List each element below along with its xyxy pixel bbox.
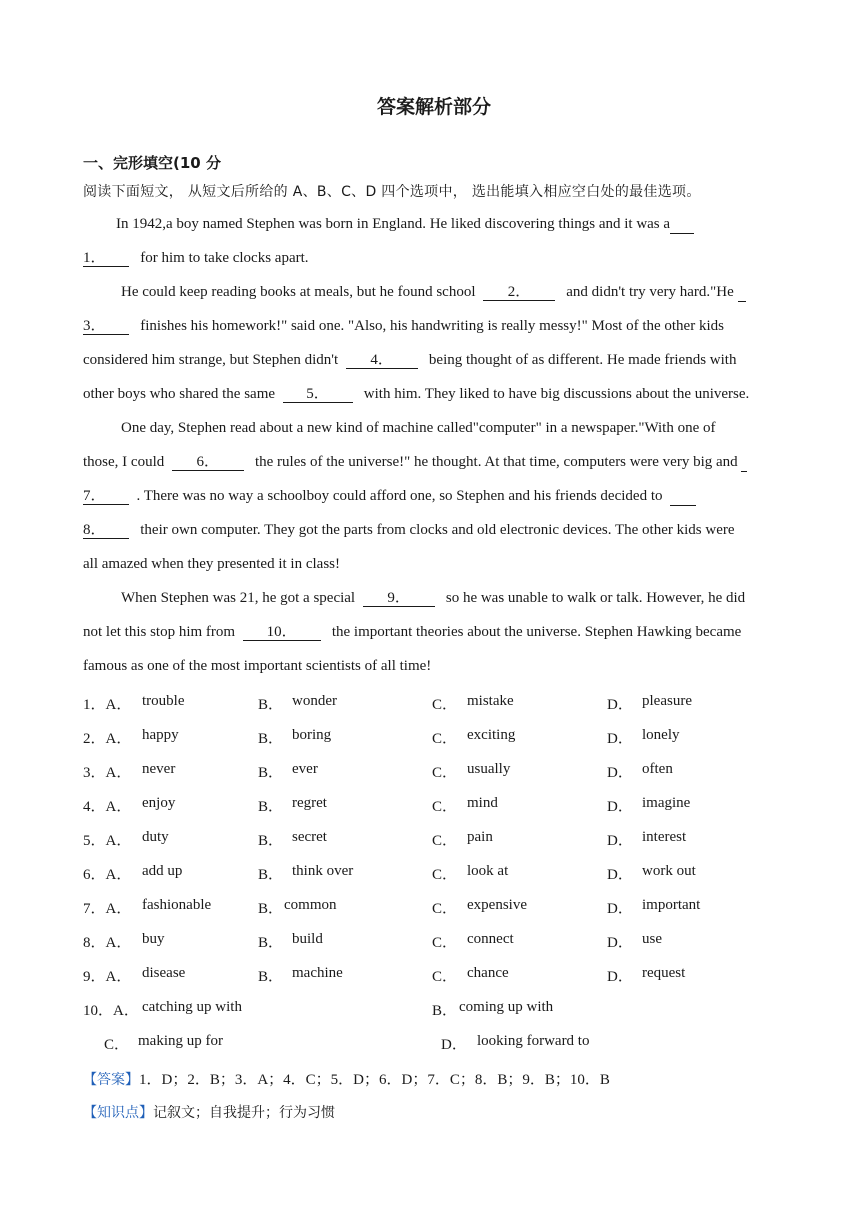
option-d-label: D． <box>607 901 633 917</box>
option-d: looking forward to <box>477 1033 590 1049</box>
passage-line: all amazed when they presented it in class! <box>83 556 340 572</box>
page-title: 答案解析部分 <box>376 96 491 118</box>
option-b-label: B． <box>258 731 284 747</box>
blank-2: 2． <box>483 284 555 301</box>
option-d-label: D． <box>441 1037 467 1053</box>
option-c: pain <box>467 829 493 845</box>
answer-tag: 【答案】 <box>83 1072 139 1088</box>
knowledge-tag: 【知识点】 <box>83 1105 153 1121</box>
option-c-label: C． <box>432 833 458 849</box>
option-c: making up for <box>138 1033 223 1049</box>
option-number: 3．A． <box>83 765 132 781</box>
option-d-label: D． <box>607 731 633 747</box>
blank-10: 10． <box>243 624 321 641</box>
option-b-label: B． <box>258 833 284 849</box>
option-c-label: C． <box>432 697 458 713</box>
option-d: pleasure <box>642 693 692 709</box>
option-number: 1．A． <box>83 697 132 713</box>
option-b-label: B． <box>258 799 284 815</box>
option-b: ever <box>292 761 318 777</box>
knowledge-text: 记叙文；自我提升；行为习惯 <box>153 1105 335 1121</box>
option-d-label: D． <box>607 867 633 883</box>
option-d: often <box>642 761 673 777</box>
option-a: catching up with <box>142 999 242 1015</box>
blank-3: 3． <box>83 318 129 335</box>
option-d: use <box>642 931 662 947</box>
option-b-label: B． <box>258 901 284 917</box>
option-d: work out <box>642 863 696 879</box>
option-c: chance <box>467 965 509 981</box>
option-b: build <box>292 931 323 947</box>
blank-9: 9． <box>363 590 435 607</box>
option-d: interest <box>642 829 687 845</box>
passage-line: considered him strange, but Stephen didn't 4． being thought of as different. He made friends with <box>83 352 737 368</box>
option-d-label: D． <box>607 765 633 781</box>
option-c-label: C． <box>432 765 458 781</box>
blank-5: 5． <box>283 386 353 403</box>
section-heading: 一、完形填空(10 分 <box>83 154 221 172</box>
option-d-label: D． <box>607 935 633 951</box>
option-b-label: B． <box>258 765 284 781</box>
option-b: think over <box>292 863 354 879</box>
answer-line <box>83 1068 610 1089</box>
option-c-label: C． <box>432 799 458 815</box>
section-instruction: 阅读下面短文， 从短文后所给的 A、B、C、D 四个选项中， 选出能填入相应空白处的最佳选项。 <box>83 184 701 200</box>
blank-1: 1． <box>83 250 129 267</box>
passage-line: not let this stop him from 10． the important theories about the universe. Stephen Hawking became <box>83 624 742 640</box>
option-a: add up <box>142 863 183 879</box>
option-a: happy <box>142 727 179 743</box>
passage-line: When Stephen was 21, he got a special 9． so he was unable to walk or talk. However, he did <box>121 590 746 606</box>
option-b: regret <box>292 795 327 811</box>
passage-line: 3． finishes his homework!" said one. "Also, his handwriting is really messy!" Most of the other kids <box>83 318 724 334</box>
option-a: fashionable <box>142 897 212 913</box>
option-a: buy <box>142 931 165 947</box>
option-d: imagine <box>642 795 691 811</box>
option-number: 5．A． <box>83 833 132 849</box>
option-d: request <box>642 965 686 981</box>
option-d-label: D． <box>607 799 633 815</box>
option-b-label: B． <box>432 1003 458 1019</box>
passage-line: 1． for him to take clocks apart. <box>83 250 309 266</box>
option-c: exciting <box>467 727 516 743</box>
blank-4: 4． <box>346 352 418 369</box>
option-a: disease <box>142 965 186 981</box>
passage-line: 8． their own computer. They got the parts from clocks and old electronic devices. The other kids were <box>83 522 735 538</box>
passage-line: 7． . There was no way a schoolboy could afford one, so Stephen and his friends decided to <box>83 488 793 506</box>
option-c-label: C． <box>432 901 458 917</box>
option-d-label: D． <box>607 833 633 849</box>
option-c-label: C． <box>432 731 458 747</box>
option-b: common <box>284 897 337 913</box>
option-a: trouble <box>142 693 185 709</box>
option-b-label: B． <box>258 867 284 883</box>
option-number: 10．A． <box>83 1003 139 1019</box>
option-c-label: C． <box>104 1037 130 1053</box>
option-number: 4．A． <box>83 799 132 815</box>
option-number: 9．A． <box>83 969 132 985</box>
passage-line: He could keep reading books at meals, but he found school 2． and didn't try very hard."He <box>121 284 801 302</box>
option-d-label: D． <box>607 697 633 713</box>
passage-line: One day, Stephen read about a new kind of machine called"computer" in a newspaper."With one of <box>121 420 716 436</box>
option-c: expensive <box>467 897 527 913</box>
option-b: machine <box>292 965 343 981</box>
option-c-label: C． <box>432 935 458 951</box>
passage-line: other boys who shared the same 5． with him. They liked to have big discussions about the universe. <box>83 386 750 402</box>
passage-line: famous as one of the most important scientists of all time! <box>83 658 432 674</box>
option-d: lonely <box>642 727 680 743</box>
option-b-label: B． <box>258 935 284 951</box>
option-c: connect <box>467 931 514 947</box>
option-c: mistake <box>467 693 514 709</box>
option-d: important <box>642 897 701 913</box>
option-c-label: C． <box>432 969 458 985</box>
option-number: 6．A． <box>83 867 132 883</box>
option-b-label: B． <box>258 697 284 713</box>
blank-8: 8． <box>83 522 129 539</box>
option-a: duty <box>142 829 169 845</box>
option-b: boring <box>292 727 332 743</box>
passage-line: those, I could 6． the rules of the universe!" he thought. At that time, computers were very big and <box>83 454 793 472</box>
option-a: enjoy <box>142 795 176 811</box>
option-a: never <box>142 761 176 777</box>
option-number: 7．A． <box>83 901 132 917</box>
option-c: usually <box>467 761 511 777</box>
option-b: wonder <box>292 693 337 709</box>
option-number: 8．A． <box>83 935 132 951</box>
blank-7: 7． <box>83 488 129 505</box>
option-b: secret <box>292 829 327 845</box>
option-number: 2．A． <box>83 731 132 747</box>
option-b: coming up with <box>459 999 554 1015</box>
option-c: look at <box>467 863 509 879</box>
option-b-label: B． <box>258 969 284 985</box>
knowledge-line <box>83 1102 335 1122</box>
option-c: mind <box>467 795 498 811</box>
answer-text: 1．D；2．B；3．A；4．C；5．D；6．D；7．C；8．B；9．B；10．B <box>139 1072 610 1088</box>
option-c-label: C． <box>432 867 458 883</box>
passage-line: In 1942,a boy named Stephen was born in England. He liked discovering things and it was a <box>116 216 796 234</box>
option-d-label: D． <box>607 969 633 985</box>
blank-6: 6． <box>172 454 244 471</box>
